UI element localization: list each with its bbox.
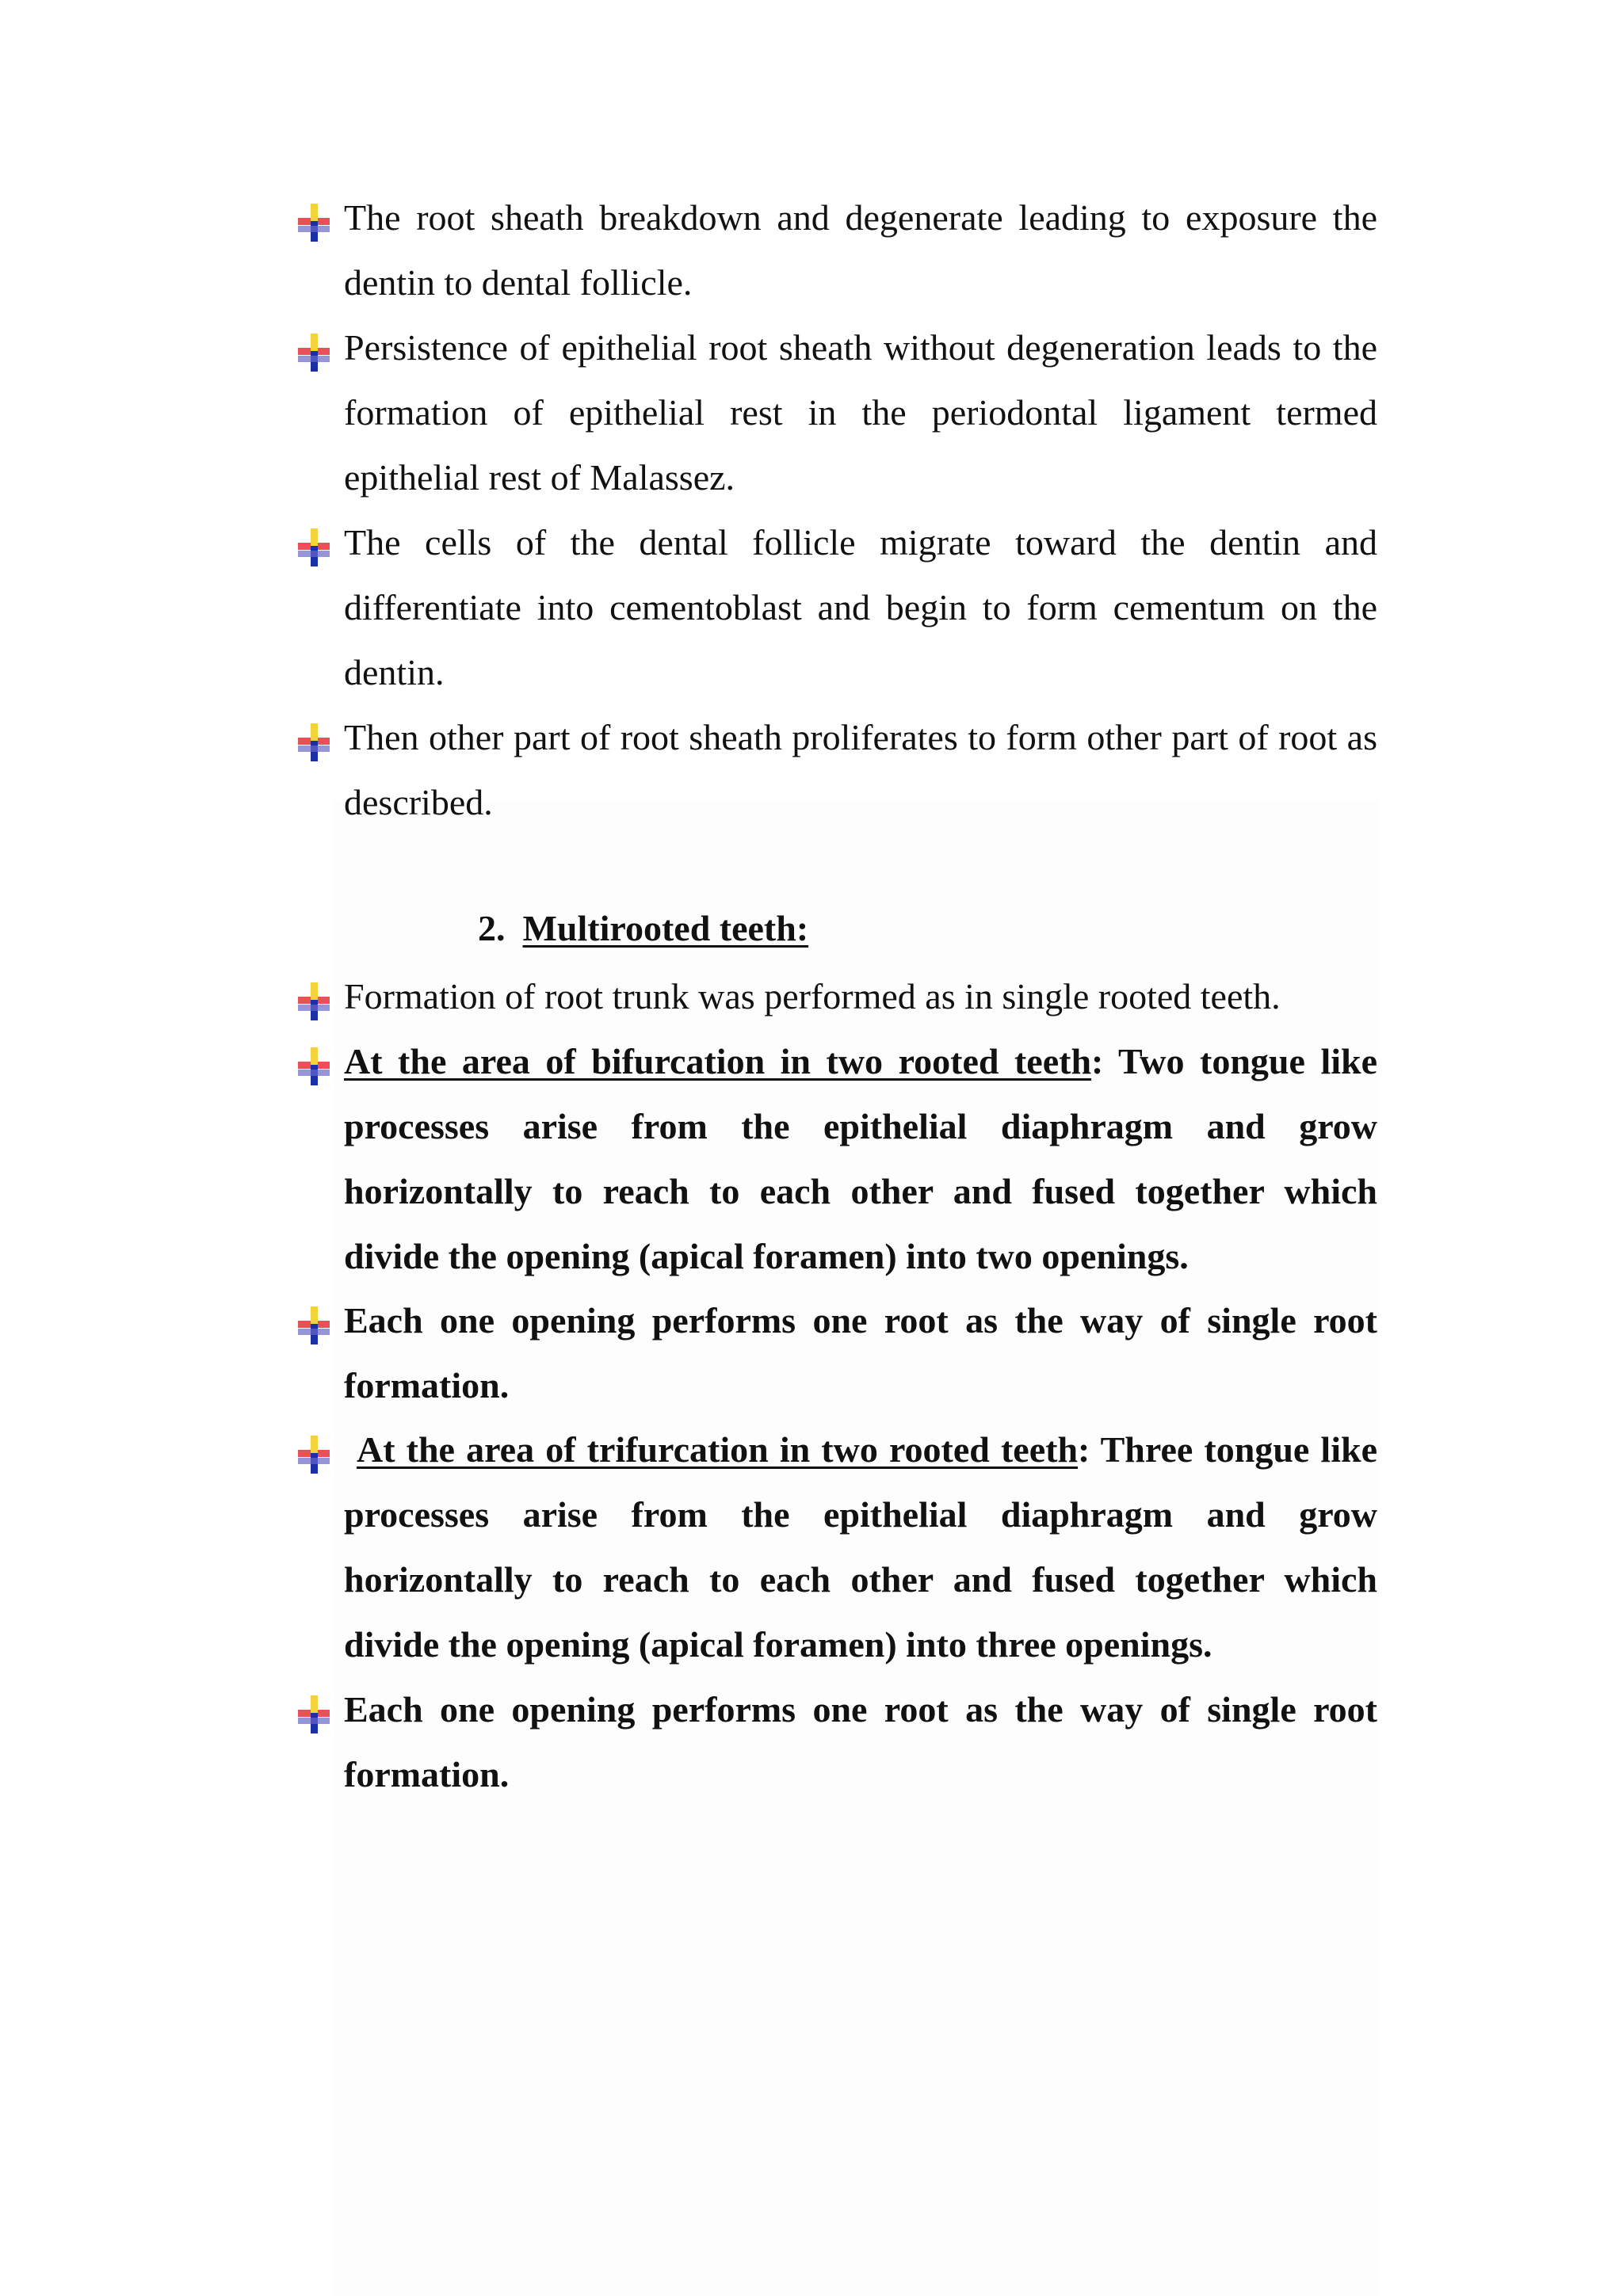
list-item <box>344 1288 1377 1418</box>
list-item <box>344 1677 1377 1807</box>
list-item-text: The cells of the dental follicle migrate toward the dentin and differentiate into cementoblast and begin to form cementum on the dentin. <box>344 522 1377 692</box>
list-item-text: Persistence of epithelial root sheath without degeneration leads to the formation of epithelial rest in the periodontal ligament termed epithelial rest of Malassez. <box>344 327 1377 498</box>
cross-bullet-icon <box>293 1434 334 1475</box>
section-heading <box>478 900 808 957</box>
list-item-text: The root sheath breakdown and degenerate leading to exposure the dentin to dental follicle. <box>344 197 1377 303</box>
cross-bullet-icon <box>293 981 334 1022</box>
cross-bullet-icon <box>293 1694 334 1735</box>
cross-bullet-icon <box>293 527 334 568</box>
list-item-lead: At the area of bifurcation in two rooted teeth <box>344 1041 1092 1081</box>
cross-bullet-icon <box>293 1305 334 1346</box>
list-item-lead: At the area of trifurcation in two rooted teeth <box>357 1429 1079 1470</box>
list-item-text: Then other part of root sheath proliferates to form other part of root as described. <box>344 717 1377 822</box>
heading-number: 2. <box>478 908 506 948</box>
cross-bullet-icon <box>293 202 334 243</box>
cross-bullet-icon <box>293 722 334 763</box>
list-item <box>344 705 1377 835</box>
list-item <box>344 510 1377 705</box>
list-item <box>344 1029 1377 1289</box>
list-item <box>344 185 1377 315</box>
list-item <box>344 1417 1377 1677</box>
list-item-text: : Three tongue like processes arise from the epithelial diaphragm and grow horizontally to reach to each other and fused together which divide the opening (apical foramen) into three openings. <box>344 1429 1377 1665</box>
list-item-text: : Two tongue like processes arise from the epithelial diaphragm and grow horizontally to reach to each other and fused together which divide the opening (apical foramen) into two openings. <box>344 1041 1378 1276</box>
list-item-text: Each one opening performs one root as the way of single root formation. <box>344 1689 1377 1794</box>
cross-bullet-icon <box>293 332 334 373</box>
list-item <box>344 964 1377 1029</box>
cross-bullet-icon <box>293 1046 334 1087</box>
list-item <box>344 315 1377 510</box>
heading-text: Multirooted teeth: <box>522 908 809 948</box>
list-item-text: Formation of root trunk was performed as in single rooted teeth. <box>344 976 1281 1016</box>
list-item-text: Each one opening performs one root as the way of single root formation. <box>344 1300 1377 1405</box>
